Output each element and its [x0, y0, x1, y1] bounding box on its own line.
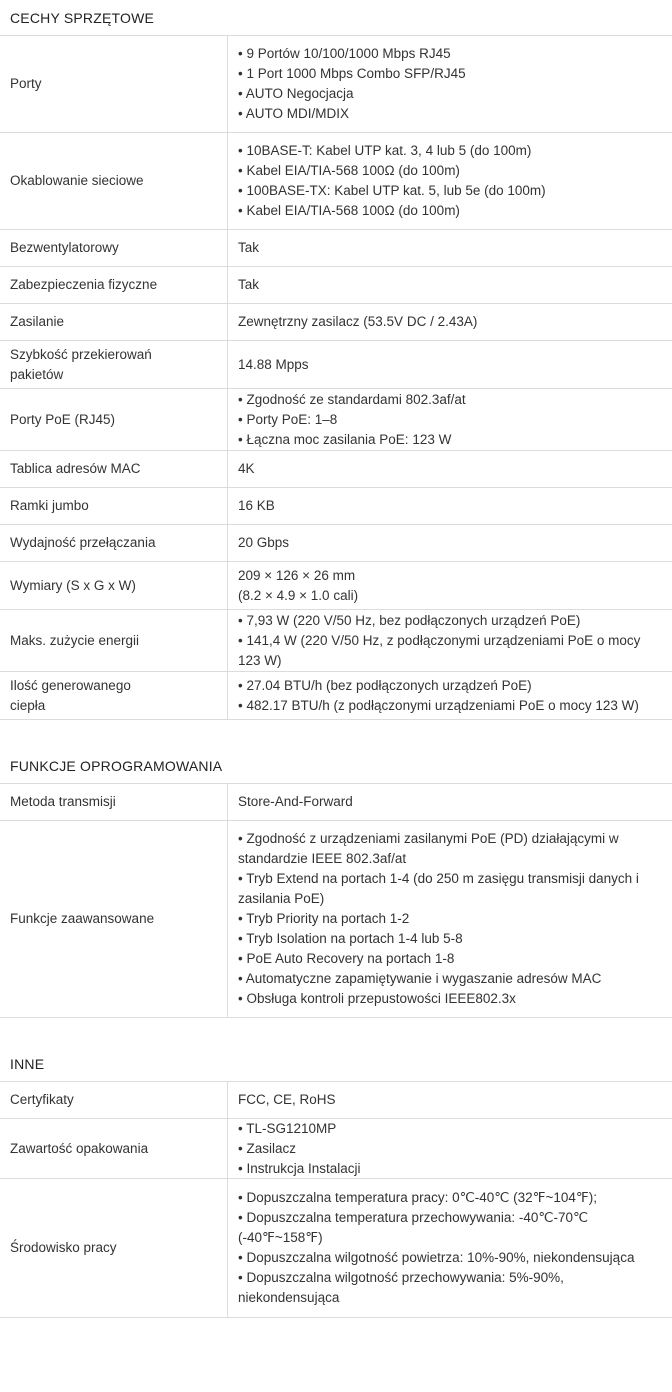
spec-value — [228, 672, 672, 719]
spec-value-line: • TL-SG1210MP — [238, 1120, 337, 1136]
spec-label: Zawartość opakowania — [0, 1119, 228, 1178]
spec-row — [0, 389, 672, 451]
spec-value-line: 123 W) — [238, 652, 282, 668]
spec-value — [228, 389, 672, 450]
spec-row — [0, 610, 672, 672]
spec-row — [0, 525, 672, 562]
spec-label-line: ciepła — [10, 697, 46, 713]
spec-value-line: • Dopuszczalna temperatura pracy: 0℃-40℃ (32℉~104℉); — [238, 1190, 598, 1205]
spec-value — [228, 562, 672, 609]
spec-value-line: FCC, CE, RoHS — [238, 1092, 336, 1107]
spec-row — [0, 451, 672, 488]
spec-section — [0, 1046, 672, 1318]
spec-value-line: • Tryb Priority na portach 1-2 — [238, 911, 410, 926]
spec-value-line: • Zgodność z urządzeniami zasilanymi PoE (PD) działającymi w — [238, 831, 619, 846]
spec-value-line: • Kabel EIA/TIA-568 100Ω (do 100m) — [238, 163, 460, 178]
spec-value-line: • Zasilacz — [238, 1140, 296, 1156]
spec-value — [228, 1082, 672, 1118]
spec-value — [228, 230, 672, 266]
spec-value-line: • Łączna moc zasilania PoE: 123 W — [238, 431, 452, 447]
spec-value-line: • 9 Portów 10/100/1000 Mbps RJ45 — [238, 46, 451, 61]
spec-value — [228, 451, 672, 487]
spec-row — [0, 341, 672, 389]
section-spacer — [0, 720, 672, 748]
spec-label: Zasilanie — [0, 304, 228, 340]
spec-row — [0, 821, 672, 1018]
spec-value — [228, 267, 672, 303]
spec-row — [0, 784, 672, 821]
spec-label: Wymiary (S x G x W) — [0, 562, 228, 609]
spec-value — [228, 488, 672, 524]
spec-label: Ramki jumbo — [0, 488, 228, 524]
spec-value-line: • AUTO Negocjacja — [238, 86, 354, 101]
spec-row — [0, 1179, 672, 1318]
spec-value-line: • Tryb Isolation na portach 1-4 lub 5-8 — [238, 931, 463, 946]
spec-label: Okablowanie sieciowe — [0, 133, 228, 229]
spec-value-line: 16 KB — [238, 498, 275, 513]
spec-value-line: • Dopuszczalna wilgotność przechowywania: 5%-90%, — [238, 1270, 564, 1285]
spec-label: Porty — [0, 36, 228, 132]
spec-value-line: • Dopuszczalna wilgotność powietrza: 10%-90%, niekondensująca — [238, 1250, 635, 1265]
spec-value-line: • Kabel EIA/TIA-568 100Ω (do 100m) — [238, 203, 460, 218]
spec-value-line: • Tryb Extend na portach 1-4 (do 250 m zasięgu transmisji danych i — [238, 871, 639, 886]
spec-value — [228, 784, 672, 820]
spec-label — [0, 672, 228, 719]
spec-row — [0, 133, 672, 230]
spec-row — [0, 230, 672, 267]
section-spacer — [0, 1018, 672, 1046]
spec-row — [0, 267, 672, 304]
spec-label: Wydajność przełączania — [0, 525, 228, 561]
spec-row — [0, 488, 672, 525]
spec-value-line: • 141,4 W (220 V/50 Hz, z podłączonymi urządzeniami PoE o mocy — [238, 632, 641, 648]
spec-value — [228, 610, 672, 671]
spec-value-line: • AUTO MDI/MDIX — [238, 106, 349, 121]
spec-value-line: standardzie IEEE 802.3af/at — [238, 851, 407, 866]
spec-value-line: Store-And-Forward — [238, 794, 353, 809]
spec-value-line: • 1 Port 1000 Mbps Combo SFP/RJ45 — [238, 66, 466, 81]
spec-value — [228, 36, 672, 132]
spec-value — [228, 1179, 672, 1317]
spec-row — [0, 1119, 672, 1179]
spec-value-line: Tak — [238, 277, 260, 292]
spec-label: Tablica adresów MAC — [0, 451, 228, 487]
spec-value-line: (-40℉~158℉) — [238, 1230, 323, 1245]
spec-row — [0, 672, 672, 720]
spec-value-line: • 100BASE-TX: Kabel UTP kat. 5, lub 5e (do 100m) — [238, 183, 546, 198]
spec-label: Zabezpieczenia fizyczne — [0, 267, 228, 303]
spec-value-line: Tak — [238, 240, 260, 255]
spec-label: Bezwentylatorowy — [0, 230, 228, 266]
spec-value-line: Zewnętrzny zasilacz (53.5V DC / 2.43A) — [238, 314, 478, 329]
spec-value-line: 20 Gbps — [238, 535, 290, 550]
spec-label-line: pakietów — [10, 366, 64, 382]
spec-label: Maks. zużycie energii — [0, 610, 228, 671]
spec-row — [0, 304, 672, 341]
spec-value — [228, 1119, 672, 1178]
spec-value — [228, 525, 672, 561]
spec-value-line: • Porty PoE: 1–8 — [238, 411, 338, 427]
spec-label: Metoda transmisji — [0, 784, 228, 820]
spec-row — [0, 36, 672, 133]
spec-value-line: • Automatyczne zapamiętywanie i wygaszanie adresów MAC — [238, 971, 602, 986]
spec-value — [228, 304, 672, 340]
spec-row — [0, 562, 672, 610]
spec-row — [0, 1082, 672, 1119]
spec-value-line: • Obsługa kontroli przepustowości IEEE802.3x — [238, 991, 516, 1006]
spec-label: Środowisko pracy — [0, 1179, 228, 1317]
spec-label-line: Szybkość przekierowań — [10, 346, 152, 362]
spec-label: Porty PoE (RJ45) — [0, 389, 228, 450]
spec-value-line: 209 × 126 × 26 mm — [238, 567, 356, 583]
spec-label: Funkcje zaawansowane — [0, 821, 228, 1017]
spec-value-line: zasilania PoE) — [238, 891, 325, 906]
spec-value-line: • PoE Auto Recovery na portach 1-8 — [238, 951, 455, 966]
section-title: CECHY SPRZĘTOWE — [0, 0, 672, 36]
spec-value-line: • 482.17 BTU/h (z podłączonymi urządzeniami PoE o mocy 123 W) — [238, 697, 639, 713]
spec-value-line: • 27.04 BTU/h (bez podłączonych urządzeń PoE) — [238, 677, 532, 693]
spec-value-line: niekondensująca — [238, 1290, 340, 1305]
section-title: FUNKCJE OPROGRAMOWANIA — [0, 748, 672, 784]
spec-value-line: • Dopuszczalna temperatura przechowywania: -40℃-70℃ — [238, 1210, 589, 1225]
spec-label: Certyfikaty — [0, 1082, 228, 1118]
spec-value — [228, 133, 672, 229]
spec-value-line: 14.88 Mpps — [238, 356, 309, 372]
spec-value-line: • 7,93 W (220 V/50 Hz, bez podłączonych urządzeń PoE) — [238, 612, 581, 628]
spec-label-line: Ilość generowanego — [10, 677, 131, 693]
spec-value-line: 4K — [238, 461, 255, 476]
spec-value-line: • Zgodność ze standardami 802.3af/at — [238, 391, 466, 407]
spec-value-line: • Instrukcja Instalacji — [238, 1160, 361, 1176]
spec-value — [228, 341, 672, 388]
spec-label — [0, 341, 228, 388]
spec-value-line: (8.2 × 4.9 × 1.0 cali) — [238, 587, 359, 603]
spec-section — [0, 748, 672, 1018]
spec-value — [228, 821, 672, 1017]
spec-value-line: • 10BASE-T: Kabel UTP kat. 3, 4 lub 5 (do 100m) — [238, 143, 532, 158]
section-title: INNE — [0, 1046, 672, 1082]
